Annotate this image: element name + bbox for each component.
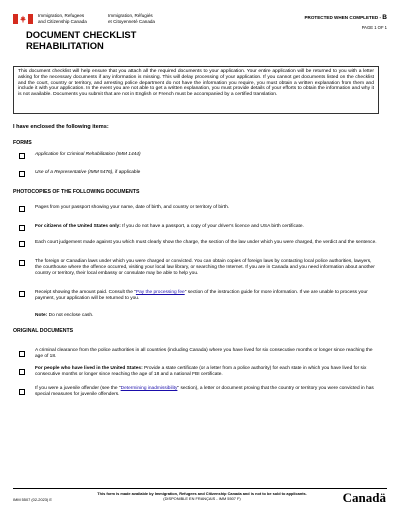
- page-number: PAGE 1 OF 1: [361, 25, 387, 30]
- checkbox-juvenile-offender[interactable]: [19, 389, 25, 395]
- checkbox-us-citizens[interactable]: [19, 225, 25, 231]
- checkbox-fee-receipt[interactable]: [19, 291, 25, 297]
- form-number: IMM 5507 (02-2023) E: [13, 497, 52, 502]
- document-title: DOCUMENT CHECKLIST REHABILITATION: [26, 29, 137, 51]
- checkbox-criminal-clearance[interactable]: [19, 351, 25, 357]
- checkbox-imm1444[interactable]: [19, 153, 25, 159]
- checkbox-passport-pages[interactable]: [19, 206, 25, 212]
- checkbox-imm5476[interactable]: [19, 171, 25, 177]
- footer-notice: This form is made available by Immigration, Refugees and Citizenship Canada and is not to be sold to applicants. (DISPONIBLE EN FRANÇAIS - IMM 5507 F): [97, 491, 307, 501]
- section-heading-photocopies: PHOTOCOPIES OF THE FOLLOWING DOCUMENTS: [13, 189, 140, 195]
- section-heading-originals: ORIGINAL DOCUMENTS: [13, 328, 74, 334]
- checkbox-laws[interactable]: [19, 260, 25, 266]
- footer-divider: [13, 488, 387, 489]
- checkbox-us-residents[interactable]: [19, 369, 25, 375]
- enclosed-heading: I have enclosed the following items:: [13, 124, 109, 130]
- pay-processing-fee-link[interactable]: Pay the processing fee: [135, 290, 185, 295]
- intro-text-box: This document checklist will help ensure that you attach all the required documents to your application. Your entire application will be returned to you with a letter asking for the necessary documents if any information is missing. This will delay processing of your application. If you cannot get documents listed on the checklist and the court, country or territory, and arresting police department do not have the information you require, you must obtain a written explanation from them and include it with your application. In the event you are not able to get a written explanation, you must provide details of your efforts to obtain the information and why it is not available. Documents you submit that are not in English or French must be accompanied by a certified translation.: [13, 66, 379, 114]
- canada-wordmark: Canadä: [342, 490, 386, 505]
- protected-status: PROTECTED WHEN COMPLETED - B: [304, 14, 387, 21]
- determining-inadmissibility-link[interactable]: Determining inadmissibility: [120, 386, 178, 391]
- cash-note: Note: Do not enclose cash.: [35, 313, 94, 318]
- department-name-fr: Immigration, Réfugiés et Citoyenneté Canada: [108, 13, 155, 24]
- section-heading-forms: FORMS: [13, 140, 32, 146]
- canada-flag-icon: [13, 14, 33, 24]
- checkbox-court-judgements[interactable]: [19, 241, 25, 247]
- protected-grade: B: [382, 14, 387, 21]
- department-name-en: Immigration, Refugees and Citizenship Canada: [38, 13, 87, 24]
